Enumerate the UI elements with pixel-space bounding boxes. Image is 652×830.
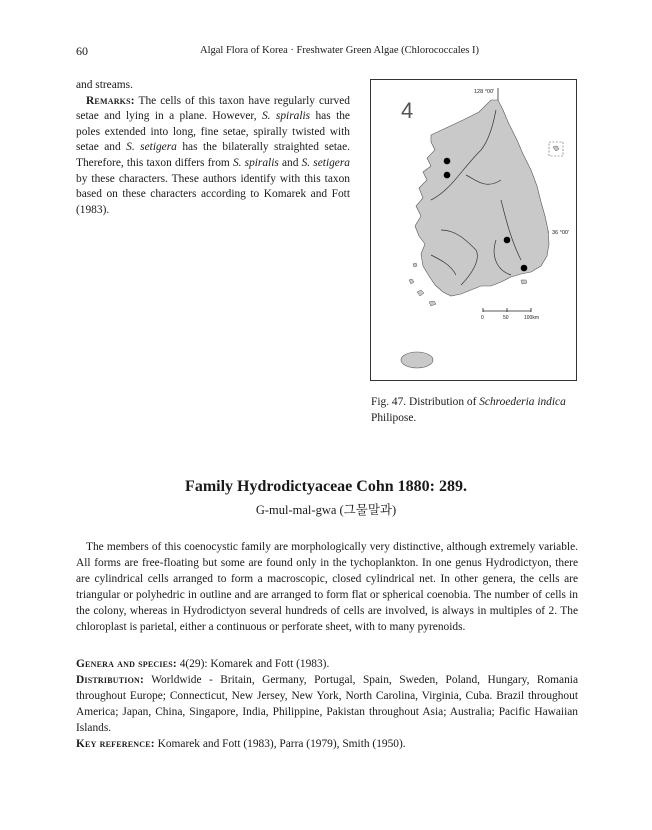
distribution-map	[370, 79, 577, 381]
island	[417, 290, 424, 296]
occurrence-dot	[521, 265, 528, 272]
figure-caption	[371, 395, 585, 426]
ulleung-island	[553, 146, 559, 151]
island	[409, 279, 414, 284]
family-description: The members of this coenocystic family are morphologically very distinctive, although extremely variable. All forms are free-floating but some are found only in the tychoplankton. In one genus Hydrodictyon, there are cylindrical cells arranged to form a macroscopic, closed cylindrical net. In other genera, the cells are triangular or polyhedric in outline and are arranged to form flat or spherical coenobia. The number of cells in the colony, whereas in Hydrodictyon several hundreds of cells are involved, is always in multiples of 2. The chloroplast is parietal, either a continuous or perforate sheet, with to many pyrenoids.	[76, 541, 578, 633]
remarks-text: and	[278, 156, 302, 169]
latitude-label: 36 °00'	[552, 230, 570, 236]
genera-species-label: Genera and species:	[76, 658, 177, 670]
caption-author: Philipose.	[371, 411, 417, 424]
left-column-text	[76, 78, 350, 218]
jeju-island	[401, 352, 433, 368]
key-reference-line	[76, 737, 578, 753]
caption-species: Schroederia indica	[479, 396, 566, 408]
remarks-label: Remarks:	[86, 94, 135, 107]
remarks-text: has the bilaterally straighted setae. Therefore, this taxon differs from	[76, 141, 351, 169]
distribution-text: Worldwide - Britain, Germany, Portugal, Spain, Sweden, Poland, Hungary, Romania throughout Europe; Connecticut, New Jersey, New York, North Carolina, Virginia, Cuba. Brazil throughout America; Japan, China, Singapore, India, Philippine, Pakistan throughout Asia; Australia; Pacific Hawaiian Islands.	[76, 673, 578, 734]
distribution-label: Distribution:	[76, 673, 144, 686]
species-name: S. setigera	[301, 156, 350, 169]
map-panel-number: 4	[401, 98, 414, 123]
species-name: S. spiralis	[232, 156, 279, 169]
genera-species-text: 4(29): Komarek and Fott (1983).	[176, 658, 330, 670]
occurrence-dot	[504, 237, 511, 244]
remarks-paragraph	[76, 94, 350, 219]
occurrence-dot	[444, 158, 451, 165]
scale-label: 100km	[524, 315, 540, 321]
occurrence-dot	[444, 172, 451, 179]
key-reference-label: Key reference:	[76, 737, 155, 750]
scale-label: 50	[503, 315, 509, 321]
remarks-text: has the poles extended into long, fine setae, spirally twisted with setae and	[76, 110, 350, 154]
metadata-block	[76, 657, 578, 752]
scale-label: 0	[481, 315, 484, 321]
family-title: Family Hydrodictyaceae Cohn 1880: 289.	[185, 478, 467, 495]
caption-prefix: Fig. 47. Distribution of	[371, 396, 480, 408]
island	[413, 263, 417, 267]
species-name: S. setigera	[126, 141, 177, 154]
island	[429, 301, 436, 306]
key-reference-text: Komarek and Fott (1983), Parra (1979), Smith (1950).	[154, 737, 406, 750]
longitude-label: 128 °00'	[474, 89, 495, 95]
scale-bar	[481, 308, 539, 321]
genera-species-line	[76, 657, 578, 673]
remarks-text: by these characters. These authors identify with this taxon based on these characters according to Komarek and Fott (1983).	[76, 172, 350, 216]
island	[521, 280, 527, 284]
korea-map-graphic	[371, 80, 576, 380]
species-name: S. spiralis	[261, 110, 311, 123]
family-subtitle: G-mul-mal-gwa (그물말과)	[255, 503, 397, 517]
remarks-text: The cells of this taxon have regularly curved setae and lying in a plane. However,	[76, 94, 350, 123]
distribution-line	[76, 673, 578, 737]
page-number: 60	[76, 44, 88, 58]
continuation-line: and streams.	[76, 79, 133, 91]
running-header: Algal Flora of Korea · Freshwater Green Algae (Chlorococcales I)	[200, 45, 480, 56]
